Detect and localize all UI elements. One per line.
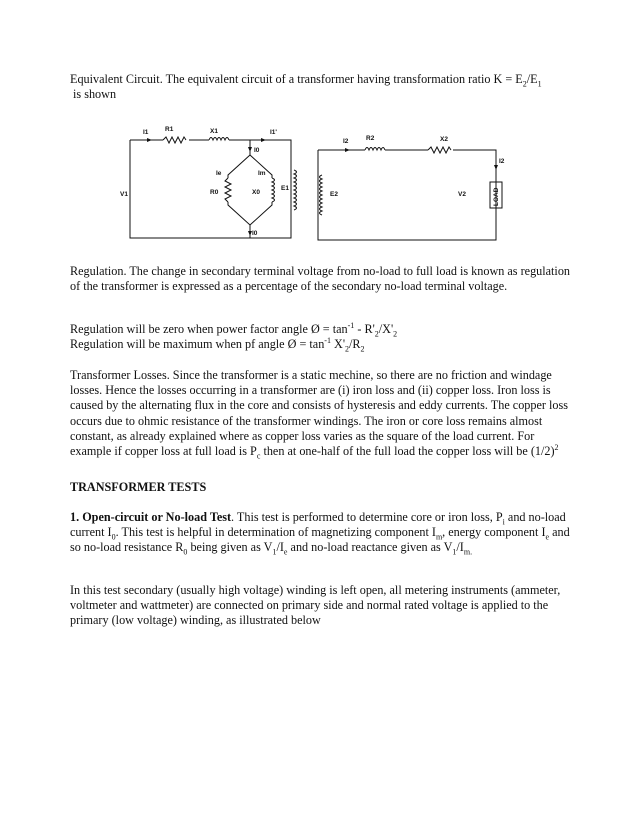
r2-resistor — [365, 148, 385, 151]
label-i2-right: I2 — [499, 158, 505, 165]
oc-setup-paragraph: In this test secondary (usually high voltage) winding is left open, all metering instruments (ammeter, voltmeter and wattmeter) are connected on primary side and normal rated voltage is applied to the primary (low voltage) winding, as illustrated below — [70, 583, 561, 628]
label-v1: V1 — [120, 191, 128, 198]
regulation-conditions — [70, 322, 570, 352]
regulation-zero: Regulation will be zero when power factor angle Ø = $\tan^{-1} - R'_2/X'_2$ — [70, 320, 398, 339]
load-box — [490, 182, 502, 208]
label-x1: X1 — [210, 128, 218, 135]
regulation-paragraph — [70, 264, 570, 294]
label-e2: E2 — [330, 191, 338, 198]
label-e1: E1 — [281, 185, 289, 192]
r1-resistor — [163, 137, 186, 143]
label-i0: I0 — [254, 147, 260, 154]
label-i2: I2 — [343, 138, 349, 145]
losses-paragraph — [70, 368, 570, 459]
label-x2: X2 — [440, 136, 448, 143]
intro-paragraph — [70, 72, 570, 102]
label-i1: I1 — [143, 129, 149, 136]
regulation-max: Regulation will be maximum when pf angle Ø = $\tan^{-1} X'_2/R_2$ — [70, 336, 365, 354]
oc-test-text: 1. Open-circuit or No-load Test. This test is performed to determine core or iron loss, $P_i$ and no-load current $I_0$. This test is helpful in determination of magnetizing component $I_m$, energy component $I_e$ and so no-load resistance $R_0$ being given as $V_1/I_e$ and no-load reactance given as $V_1/I_{m.}$ — [70, 510, 570, 557]
label-i0-bottom: I0 — [252, 230, 258, 237]
x0-inductor — [272, 178, 275, 202]
section-heading: TRANSFORMER TESTS — [70, 480, 207, 494]
label-ie: Ie — [216, 170, 222, 177]
intro-line-2: is shown — [73, 87, 117, 102]
oc-test-paragraph — [70, 510, 570, 556]
label-x0: X0 — [252, 189, 260, 196]
regulation-text: Regulation. The change in secondary terminal voltage from no-load to full load is known as regulation of the transformer is expressed as a percentage of the secondary no-load terminal voltage. — [70, 264, 571, 294]
label-i1-prime: I1' — [270, 129, 277, 136]
r0-resistor — [225, 178, 231, 202]
losses-text: Transformer Losses. Since the transformer is a static mechine, so there are no friction and windage losses. Hence the losses occurring in a transformer are (i) iron loss and (ii) copper loss. Iron loss is caused by the alternating flux in the core and consists of hysteresis and eddy currents. The copper loss occurs due to ohmic resistance of the transformer windings. The iron or core loss remains almost constant, as already explained where as copper loss varies as the square of the load current. For example if copper loss at full load is $P_c$ then at one-half of the full load the copper loss will be $(1/2)^2$ — [70, 368, 568, 461]
intro-line: Equivalent Circuit. The equivalent circuit of a transformer having transformation ratio $K = E_2/E_1$ — [70, 72, 542, 89]
label-r2: R2 — [366, 135, 375, 142]
primary-coil — [294, 170, 297, 210]
x2-inductor — [428, 147, 451, 153]
label-load: LOAD — [493, 187, 500, 206]
label-r1: R1 — [165, 126, 174, 133]
label-im: Im — [258, 170, 266, 177]
secondary-coil — [320, 175, 323, 215]
label-r0: R0 — [210, 189, 219, 196]
label-v2: V2 — [458, 191, 466, 198]
x1-inductor — [209, 138, 229, 141]
